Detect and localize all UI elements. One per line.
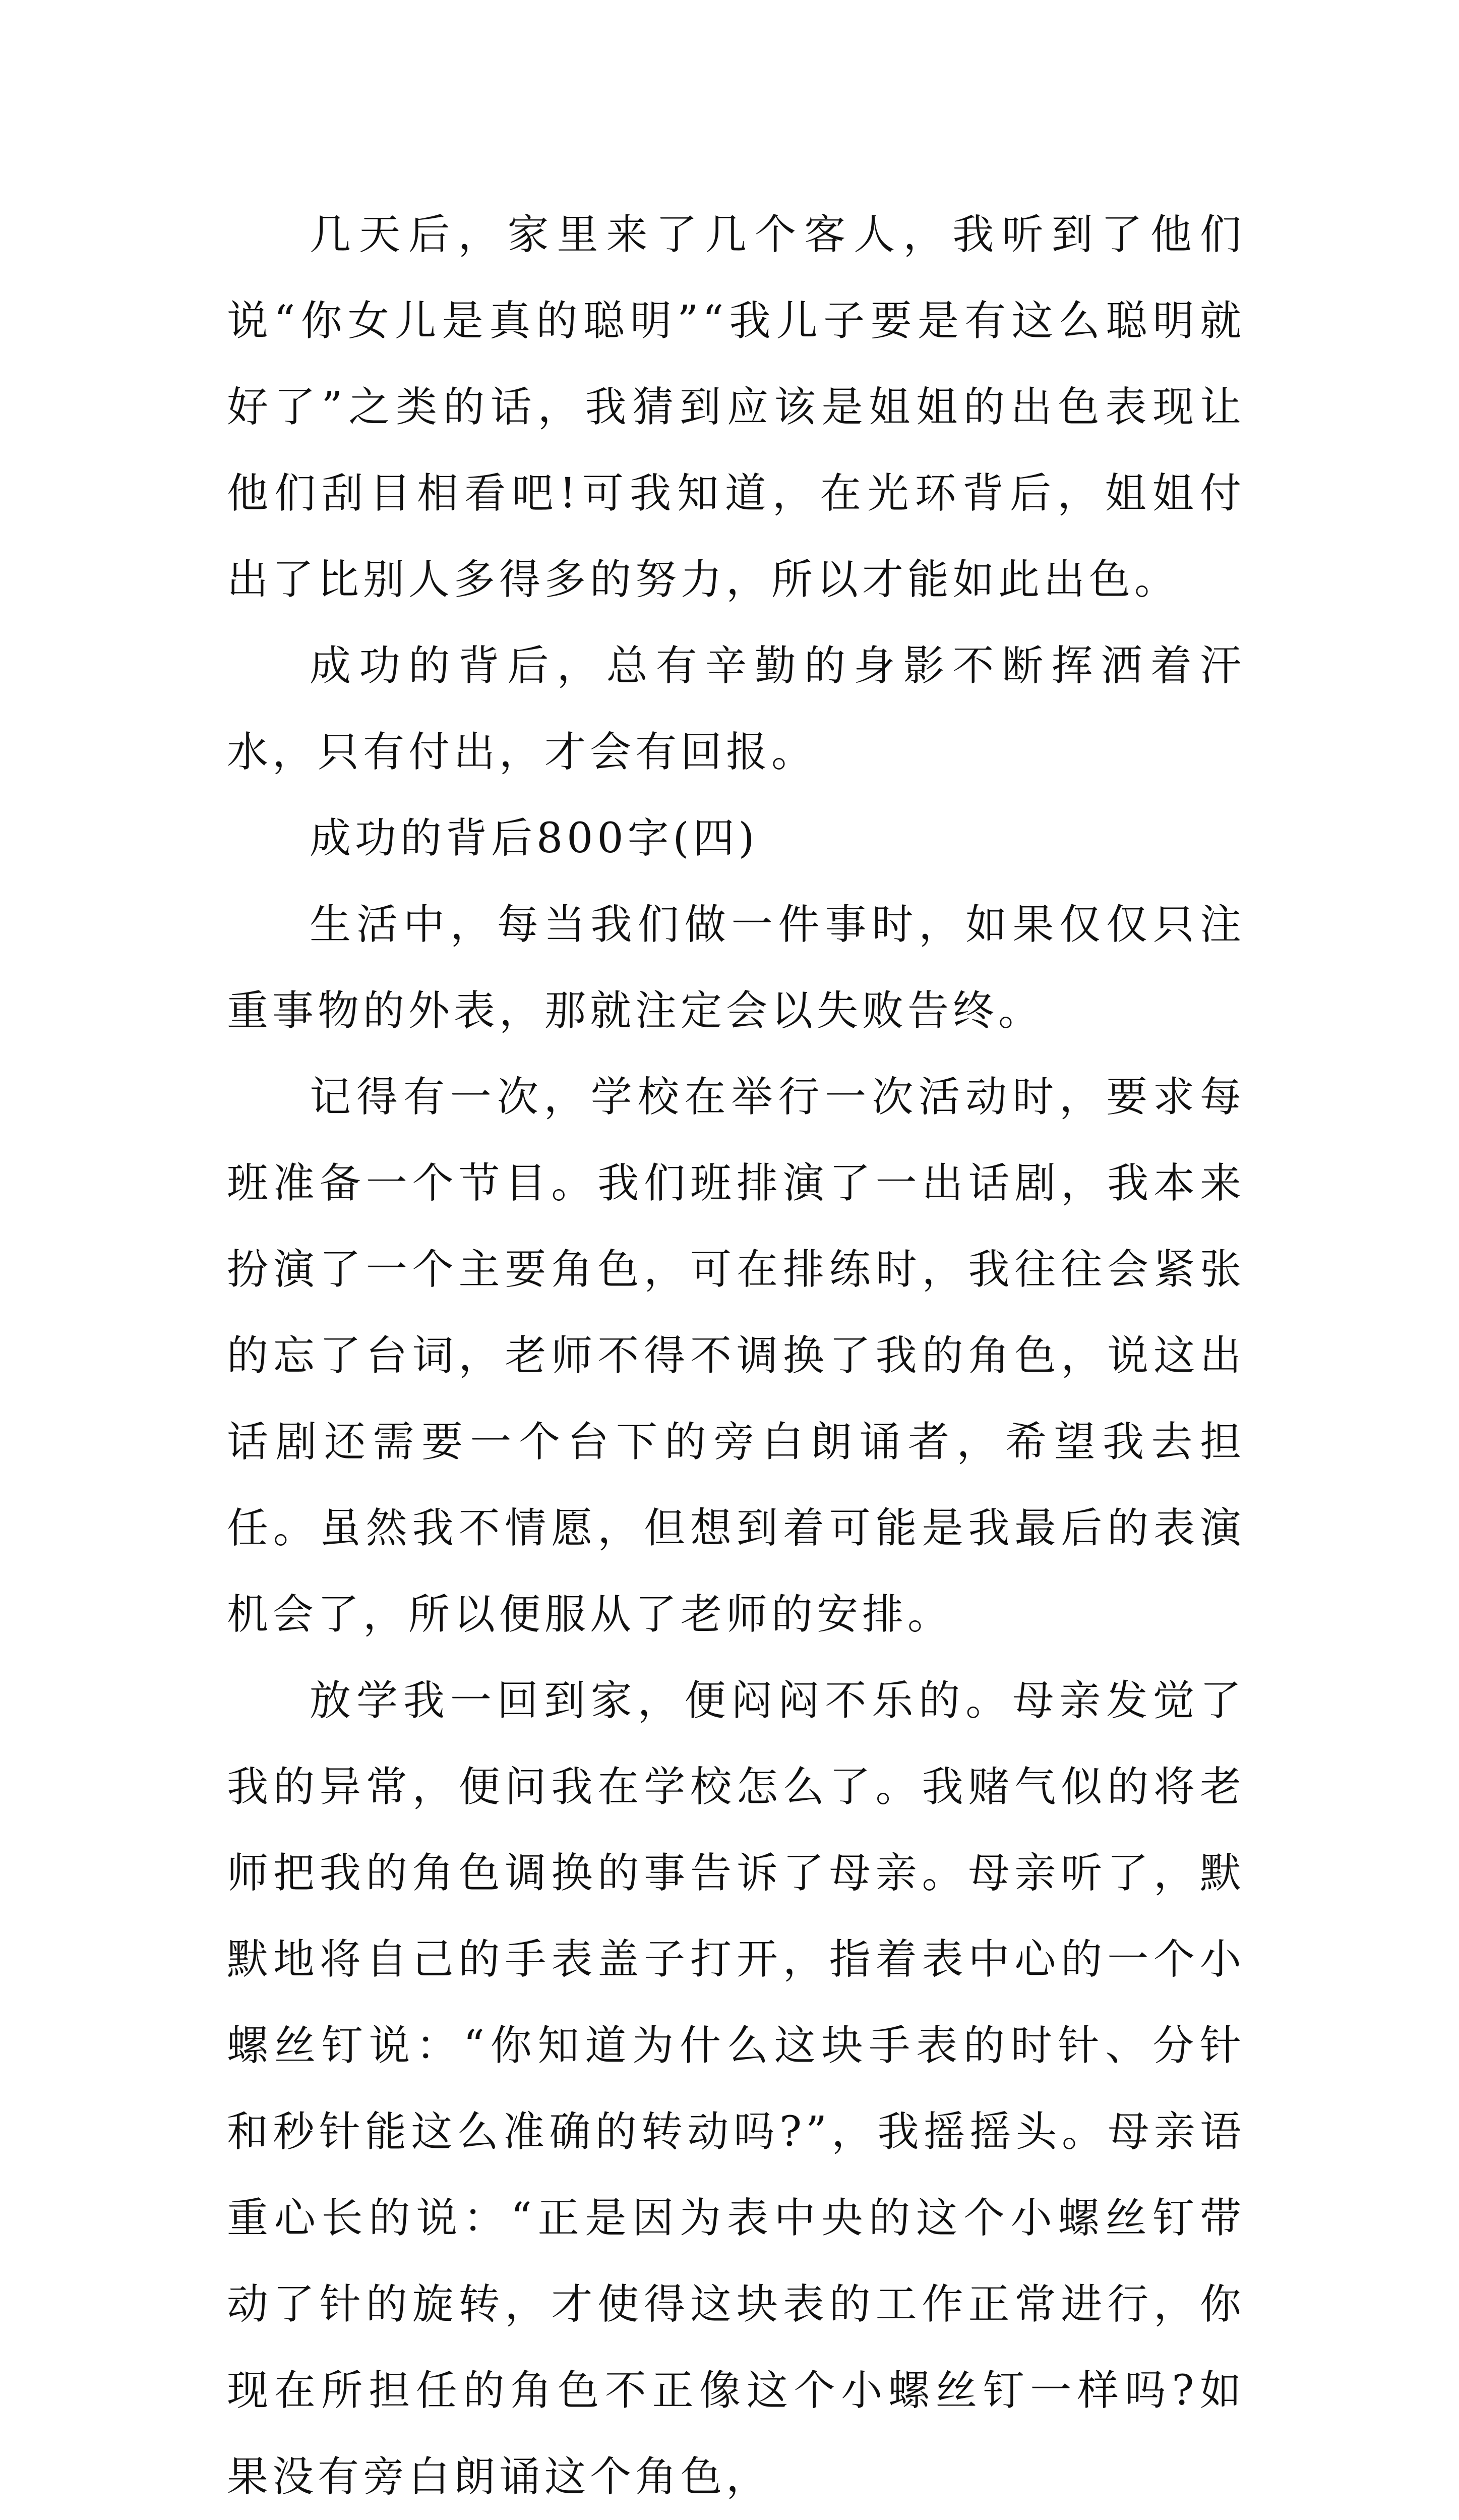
paragraph-intro: 生活中，每当我们做一件事时，如果仅仅只注重事物的外表，那就注定会以失败告终。 [227,901,1245,1035]
paragraph-play: 记得有一次，学校在举行一次活动时，要求每班准备一个节目。我们班排演了一出话剧，我本来扮演了一个主要角色，可在排练时，我往往会紧张的忘了台词，老师不得不调换了我的角色，说这出话剧还需要一个台下的旁白朗诵者，希望我去担任。虽然我不情愿，但想到着可能是我最后的表演机会了，所以便服从了老师的安排。 [227,1073,1245,1638]
paragraph-conclusion: 成功的背后，总有辛勤的身影不断挥洒着汗水，只有付出，才会有回报。 [227,642,1245,776]
paragraph-guests: 几天后，家里来了几个客人，我听到了他们说“你女儿是真的聪明”“我儿子要是有这么聪明就好了”之类的话，我猜到应该是姐姐的出色表现让他们刮目相看吧!可我知道，在光环背后，姐姐付出了比别人多得多的努力，所以才能如此出色。 [227,211,1245,604]
paragraph-mother: 放学我一回到家，便闷闷不乐的。母亲发觉了我的异常，便问我在学校怎么了。我赌气似的将老师把我的角色调换的事告诉了母亲。母亲听了，默默地将自己的手表盖子打开，指着表中心的一个小螺丝钉说：“你知道为什么这块手表的时针、分针和秒针能这么准确的转动吗?”，我摇摇头。母亲语重心长的说：“正是因为表中央的这个小螺丝钉带动了针的旋转，才使得这块表的工作正常进行，你现在所担任的角色不正像这个小螺丝钉一样吗?如果没有旁白朗诵这个角色， [227,1677,1245,2501]
essay-body [227,192,1245,2520]
essay-heading: 成功的背后800字(四) [310,814,759,862]
